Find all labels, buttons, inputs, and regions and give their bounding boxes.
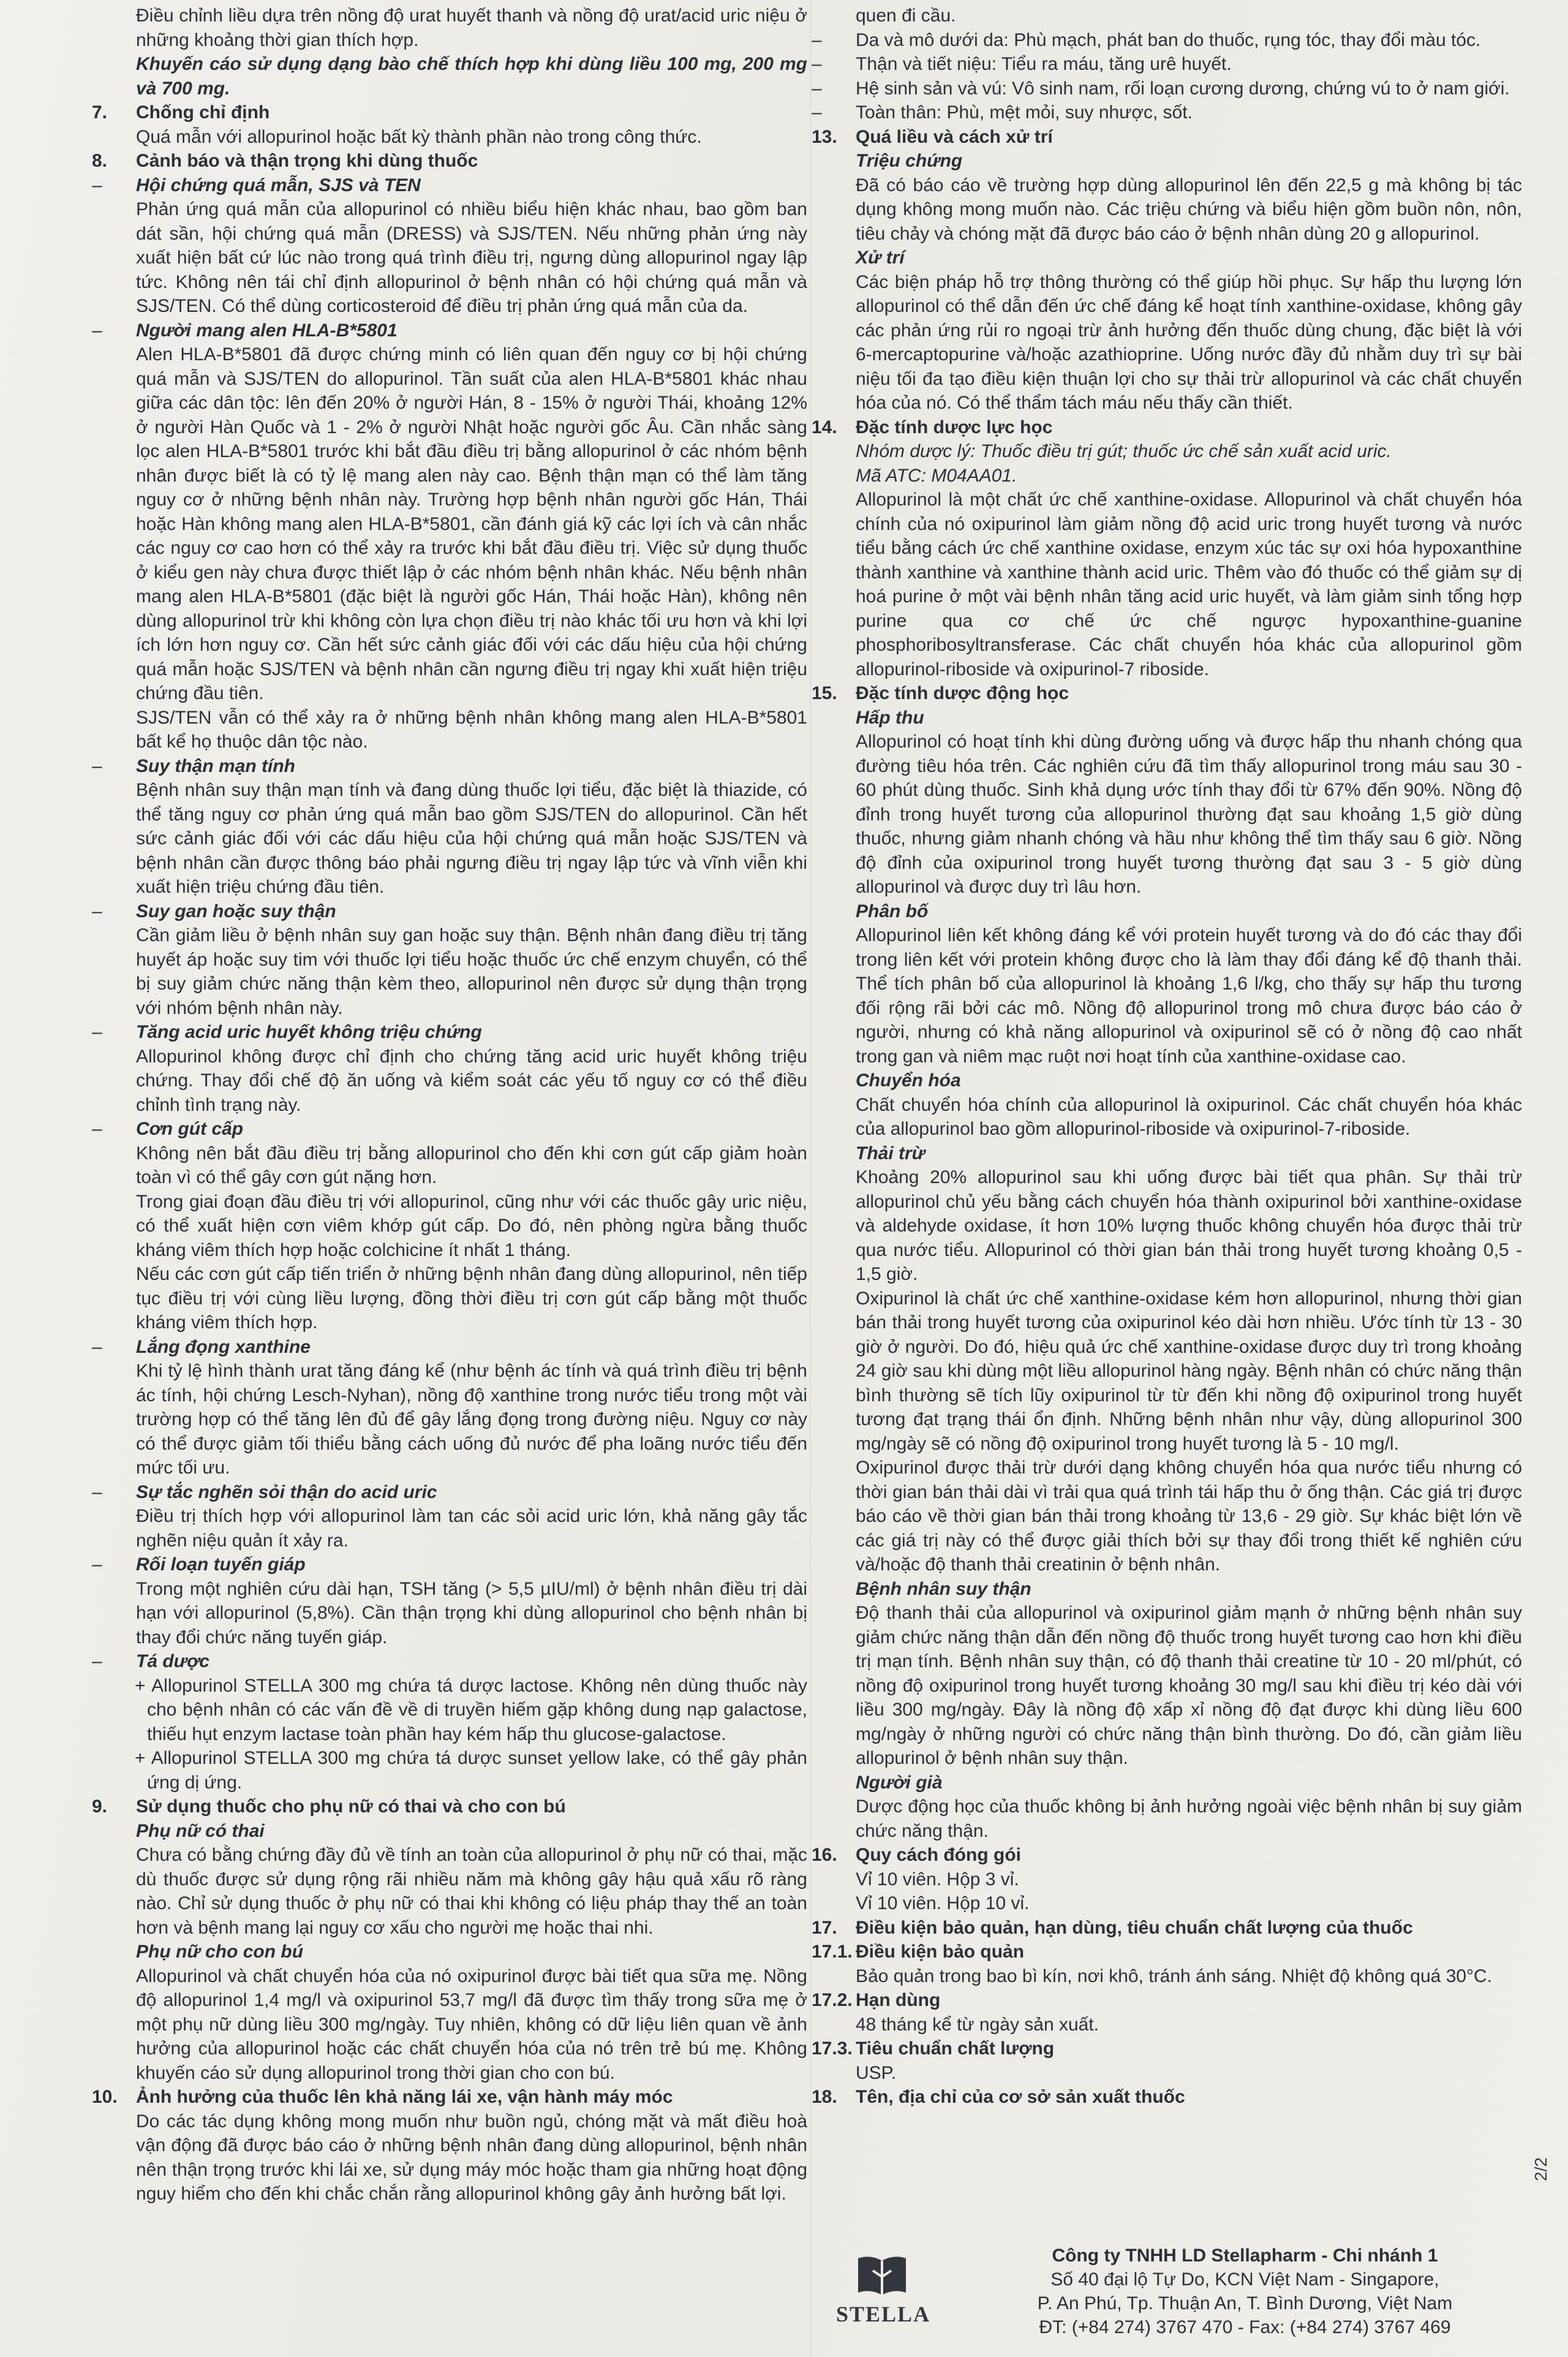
section-17-heading: 17. Điều kiện bảo quản, hạn dùng, tiêu chuẩn chất lượng của thuốc xyxy=(812,1917,1413,1938)
subheading-overdose-treatment: Xử trí xyxy=(856,248,905,268)
subheading-elimination: Thải trừ xyxy=(856,1143,925,1163)
chronic-kidney-text: Bệnh nhân suy thận mạn tính và đang dùng thuốc lợi tiểu, đặc biệt là thiazide, có thể tăng nguy cơ phản ứng quá mẫn bao gồm SJS/TEN do allopurinol. Cần hết sức cảnh giác đối với các dấu hiệu của hội chứng quá mẫn hoặc SJS/TEN và bệnh nhân cần được thông báo phải ngưng điều trị ngay lập tức và vĩnh viễn khi xuất hiện triệu chứng đầu tiên. xyxy=(136,780,807,897)
pack-size-1: Vỉ 10 viên. Hộp 3 vỉ. xyxy=(856,1869,1019,1890)
elderly-text: Dược động học của thuốc không bị ảnh hưởng ngoài việc bệnh nhân bị suy giảm chức năng thận. xyxy=(856,1796,1522,1841)
subheading-renal-impairment: Bệnh nhân suy thận xyxy=(856,1578,1031,1599)
page-number: 2/2 xyxy=(1531,2157,1550,2181)
section-17-3-heading: 17.3. Tiêu chuẩn chất lượng xyxy=(812,2038,1055,2059)
hla-text-2: SJS/TEN vẫn có thể xảy ra ở những bệnh nhân không mang alen HLA-B*5801 bất kể họ thuộc dân tộc nào. xyxy=(136,707,807,752)
adverse-gi-continued: quen đi cầu. xyxy=(856,6,956,26)
company-name: Công ty TNHH LD Stellapharm - Chi nhánh 1 xyxy=(1052,2245,1438,2266)
pharmacologic-group: Nhóm dược lý: Thuốc điều trị gút; thuốc ức chế sản xuất acid uric. xyxy=(856,441,1392,461)
section-16-heading: 16. Quy cách đóng gói xyxy=(812,1845,1022,1865)
manufacturer-block xyxy=(836,2244,1485,2342)
section-17-1-heading: 17.1. Điều kiện bảo quản xyxy=(812,1942,1025,1962)
page-fold xyxy=(810,0,811,2357)
right-column xyxy=(812,4,1522,2109)
address-line-2: P. An Phú, Tp. Thuận An, T. Bình Dương, Việt Nam xyxy=(1037,2293,1453,2313)
section-10-heading: 10. Ảnh hưởng của thuốc lên khả năng lái xe, vận hành máy móc xyxy=(92,2087,673,2107)
subheading-thyroid: – Rối loạn tuyến giáp xyxy=(92,1554,306,1575)
excipient-sunset-yellow-text: + Allopurinol STELLA 300 mg chứa tá dược sunset yellow lake, có thể gây phản ứng dị ứng. xyxy=(135,1748,807,1793)
distribution-text: Allopurinol liên kết không đáng kể với protein huyết tương và do đó các thay đổi trong liên kết với protein không được cho là làm thay đổi đáng kể độ thanh thải. Thể tích phân bố của allopurinol là khoảng 1,6 l/kg, cho thấy sự hấp thu tương đối rộng rãi bởi các mô. Nồng độ allopurinol trong mô chưa được báo cáo ở người, nhưng có khả năng allopurinol và oxipurinol sẽ có ở nồng độ cao nhất trong gan và niêm mạc ruột nơi hoạt tính của xanthine-oxidase cao. xyxy=(856,925,1522,1067)
section-17-2-heading: 17.2. Hạn dùng xyxy=(812,1990,941,2010)
subheading-lactation: Phụ nữ cho con bú xyxy=(136,1942,304,1962)
quality-standard-text: USP. xyxy=(856,2062,897,2083)
storage-text: Bảo quản trong bao bì kín, nơi khô, tránh ánh sáng. Nhiệt độ không quá 30°C. xyxy=(856,1965,1493,1986)
section-15-heading: 15. Đặc tính dược động học xyxy=(812,683,1069,703)
pregnancy-text: Chưa có bằng chứng đầy đủ về tính an toàn của allopurinol ở phụ nữ có thai, mặc dù thuốc được sử dụng rộng rãi nhiều năm mà không gây hậu quả xấu rõ ràng nào. Chỉ sử dụng thuốc ở phụ nữ có thai khi không có liệu pháp thay thế an toàn hơn và bệnh mang lại nguy cơ xấu cho người mẹ hoặc thai nhi. xyxy=(136,1845,807,1938)
elimination-text-2: Oxipurinol là chất ức chế xanthine-oxidase kém hơn allopurinol, nhưng thời gian bán thải trong huyết tương của oxipurinol kéo dài hơn nhiều. Ước tính từ 13 - 30 giờ ở người. Do đó, hiệu quả ức chế xanthine-oxidase được duy trì trong khoảng 24 giờ sau khi dùng một liều allopurinol hàng ngày. Bệnh nhân có chức năng thận bình thường sẽ tích lũy oxipurinol từ từ đến khi nồng độ oxipurinol trong huyết tương đạt trạng thái ổn định. Những bệnh nhân như vậy, dùng allopurinol 300 mg/ngày sẽ có nồng độ oxipurinol trong huyết tương là 5 - 10 mg/l. xyxy=(856,1288,1522,1454)
section-18-heading: 18. Tên, địa chỉ của cơ sở sản xuất thuốc xyxy=(812,2087,1185,2107)
section-9-heading: 9. Sử dụng thuốc cho phụ nữ có thai và cho con bú xyxy=(92,1796,566,1817)
subheading-asymptomatic: – Tăng acid uric huyết không triệu chứng xyxy=(92,1022,482,1042)
asymptomatic-text: Allopurinol không được chỉ định cho chứng tăng acid uric huyết không triệu chứng. Thay đổi chế độ ăn uống và kiểm soát các yếu tố nguy cơ có thể điều chỉnh tình trạng này. xyxy=(136,1046,807,1115)
dosage-form-recommendation: Khuyến cáo sử dụng dạng bào chế thích hợp khi dùng liều 100 mg, 200 mg và 700 mg. xyxy=(136,54,807,99)
section-7-text: Quá mẫn với allopurinol hoặc bất kỳ thành phần nào trong công thức. xyxy=(136,126,702,147)
subheading-hypersensitivity: – Hội chứng quá mẫn, SJS và TEN xyxy=(92,175,421,195)
metabolism-text: Chất chuyển hóa chính của allopurinol là oxipurinol. Các chất chuyển hóa khác của allopurinol bao gồm allopurinol-riboside và oxipurinol-7-riboside. xyxy=(856,1094,1522,1139)
pharmacodynamics-text: Allopurinol là một chất ức chế xanthine-oxidase. Allopurinol và chất chuyển hóa chính của nó oxipurinol làm giảm nồng độ acid uric trong huyết tương và nước tiểu bằng cách ức chế xanthine oxidase, enzym xúc tác sự oxi hóa hypoxanthine thành xanthine và xanthine thành acid uric. Thêm vào đó thuốc có thể giảm sự dị hoá purine ở một vài bệnh nhân tăng acid uric huyết, và làm giảm sinh tổng hợp purine qua cơ chế ức chế ngược hypoxanthine-guanine phosphoribosyltransferase. Các chất chuyển hóa khác của allopurinol gồm allopurinol-riboside và oxipurinol-7 riboside. xyxy=(856,490,1522,679)
subheading-acute-gout: – Cơn gút cấp xyxy=(92,1119,244,1139)
hypersensitivity-text: Phản ứng quá mẫn của allopurinol có nhiều biểu hiện khác nhau, bao gồm ban dát sần, hội chứng quá mẫn (DRESS) và SJS/TEN. Nếu những phản ứng này xuất hiện bất cứ lúc nào trong quá trình điều trị, ngưng dùng allopurinol ngay lập tức. Không nên tái chỉ định allopurinol ở bệnh nhân có hội chứng quá mẫn và SJS/TEN. Có thể dùng corticosteroid để điều trị phản ứng quá mẫn của da. xyxy=(136,199,807,316)
acute-gout-text-1: Không nên bắt đầu điều trị bằng allopurinol cho đến khi cơn gút cấp giảm hoàn toàn vì có thể gây cơn gút nặng hơn. xyxy=(136,1143,807,1187)
subheading-xanthine: – Lắng đọng xanthine xyxy=(92,1336,311,1357)
pack-size-2: Vỉ 10 viên. Hộp 10 vỉ. xyxy=(856,1893,1030,1913)
phone-fax: ĐT: (+84 274) 3767 470 - Fax: (+84 274) 3767 469 xyxy=(1039,2317,1451,2337)
subheading-pregnancy: Phụ nữ có thai xyxy=(136,1820,265,1841)
left-column xyxy=(92,4,807,2206)
subheading-elderly: Người già xyxy=(856,1772,943,1793)
address-line-1: Số 40 đại lộ Tự Do, KCN Việt Nam - Singapore, xyxy=(1050,2269,1439,2290)
stones-text: Điều trị thích hợp với allopurinol làm tan các sỏi acid uric lớn, khả năng gây tắc nghẽn niệu quản ít xảy ra. xyxy=(136,1506,807,1551)
stella-logo xyxy=(836,2252,931,2338)
section-7-heading: 7. Chống chỉ định xyxy=(92,102,270,123)
atc-code: Mã ATC: M04AA01. xyxy=(856,465,1017,486)
renal-impairment-text: Độ thanh thải của allopurinol và oxipurinol giảm mạnh ở những bệnh nhân suy giảm chức năng thận dẫn đến nồng độ thuốc trong huyết tương cao hơn khi điều trị mạn tính. Bệnh nhân suy thận, có độ thanh thải creatine từ 10 - 20 ml/phút, có nồng độ oxipurinol trong huyết tương khoảng 30 mg/l sau khi điều trị kéo dài với liều 300 mg/ngày. Đây là nồng độ xấp xỉ nồng độ đạt được khi dùng liều 600 mg/ngày ở những người có chức năng thận bình thường. Do đó, cần giảm liều allopurinol ở bệnh nhân suy thận. xyxy=(856,1603,1522,1768)
elimination-text-3: Oxipurinol được thải trừ dưới dạng không chuyển hóa qua nước tiểu nhưng có thời gian bán thải dài vì trải qua quá trình tái hấp thu ở ống thận. Các giá trị được báo cáo về thời gian bán thải trong khoảng từ 13,6 - 29 giờ. Sự khác biệt lớn về các giá trị này có thể được giải thích bởi sự thay đổi trong thiết kế nghiên cứu và/hoặc độ thanh thải creatinin ở bệnh nhân. xyxy=(856,1458,1522,1575)
logo-wordmark: STELLA xyxy=(836,2302,931,2326)
driving-text: Do các tác dụng không mong muốn như buồn ngủ, chóng mặt và mất điều hoà vận động đã được báo cáo ở những bệnh nhân đang dùng allopurinol, bệnh nhân nên thận trọng trước khi lái xe, sử dụng máy móc hoặc tham gia những hoạt động nguy hiểm cho đến khi chắc chắn rằng allopurinol không gây ảnh hưởng bất lợi. xyxy=(136,2111,807,2204)
subheading-liver-kidney: – Suy gan hoặc suy thận xyxy=(92,901,336,921)
manufacturer-address xyxy=(1005,2244,1485,2339)
section-14-heading: 14. Đặc tính dược lực học xyxy=(812,417,1053,437)
subheading-absorption: Hấp thu xyxy=(856,707,924,728)
acute-gout-text-2: Trong giai đoạn đầu điều trị với allopurinol, cũng như với các thuốc gây uric niệu, có thể xuất hiện cơn viêm khớp gút cấp. Do đó, nên phòng ngừa bằng thuốc kháng viêm thích hợp hoặc colchicine ít nhất 1 tháng. xyxy=(136,1191,807,1260)
dose-adjustment-text: Điều chỉnh liều dựa trên nồng độ urat huyết thanh và nồng độ urat/acid uric niệu ở những khoảng thời gian thích hợp. xyxy=(136,6,807,50)
hla-text-1: Alen HLA-B*5801 đã được chứng minh có liên quan đến nguy cơ bị hội chứng quá mẫn và SJS/TEN do allopurinol. Tần suất của alen HLA-B*5801 khác nhau giữa các dân tộc: lên đến 20% ở người Hán, 8 - 15% ở người Thái, khoảng 12% ở người Hàn Quốc và 1 - 2% ở người Nhật hoặc người gốc Âu. Cần nhắc sàng lọc alen HLA-B*5801 trước khi bắt đầu điều trị bằng allopurinol ở các nhóm bệnh nhân được biết là có tỷ lệ mang alen này cao. Bệnh thận mạn có thể làm tăng nguy cơ ở những bệnh nhân này. Trường hợp bệnh nhân người gốc Hán, Thái hoặc Hàn không mang alen HLA-B*5801, cần đánh giá kỹ các lợi ích và cân nhắc các nguy cơ cao hơn có thể xảy ra trước khi bắt đầu điều trị. Việc sử dụng thuốc ở kiểu gen này chưa được thiết lập ở các nhóm bệnh nhân khác. Nếu bệnh nhân mang alen HLA-B*5801 (đặc biệt là người gốc Hán, Thái hoặc Hàn), không nên dùng allopurinol trừ khi không còn lựa chọn điều trị nào khác tối ưu hơn và khi lợi ích lớn hơn nguy cơ. Cần hết sức cảnh giác đối với các dấu hiệu của hội chứng quá mẫn hoặc SJS/TEN và bệnh nhân cần ngưng điều trị ngay khi xuất hiện triệu chứng đầu tiên. xyxy=(136,344,807,703)
overdose-treatment-text: Các biện pháp hỗ trợ thông thường có thể giúp hồi phục. Sự hấp thu lượng lớn allopurinol có thể dẫn đến ức chế đáng kể hoạt tính xanthine-oxidase, không gây các phản ứng rủi ro ngoại trừ ảnh hưởng đến thuốc dùng chung, đặc biệt là với 6-mercaptopurine và/hoặc azathioprine. Uống nước đầy đủ nhằm duy trì sự bài niệu tối đa tạo điều kiện thuận lợi cho sự thải trừ allopurinol và các chất chuyển hóa của nó. Có thể thẩm tách máu nếu thấy cần thiết. xyxy=(856,271,1522,413)
subheading-excipients: – Tá dược xyxy=(92,1651,209,1671)
adverse-reproductive-item: – Hệ sinh sản và vú: Vô sinh nam, rối loạn cương dương, chứng vú to ở nam giới. xyxy=(812,78,1510,99)
book-icon xyxy=(854,2252,910,2301)
shelf-life-text: 48 tháng kể từ ngày sản xuất. xyxy=(856,2014,1099,2035)
acute-gout-text-3: Nếu các cơn gút cấp tiến triển ở những bệnh nhân đang dùng allopurinol, nên tiếp tục điều trị với cùng liều lượng, đồng thời điều trị cơn gút cấp bằng một thuốc kháng viêm thích hợp. xyxy=(136,1264,807,1333)
subheading-metabolism: Chuyển hóa xyxy=(856,1070,961,1091)
adverse-general-item: – Toàn thân: Phù, mệt mỏi, suy nhược, sốt. xyxy=(812,102,1193,123)
adverse-urinary-item: – Thận và tiết niệu: Tiểu ra máu, tăng urê huyết. xyxy=(812,54,1232,74)
subheading-distribution: Phân bố xyxy=(856,901,929,921)
lactation-text: Allopurinol và chất chuyển hóa của nó oxipurinol được bài tiết qua sữa mẹ. Nồng độ allopurinol 1,4 mg/l và oxipurinol 53,7 mg/l đã được tìm thấy trong sữa mẹ ở một phụ nữ dùng liều 300 mg/ngày. Tuy nhiên, không có dữ liệu liên quan về ảnh hưởng của allopurinol hoặc các chất chuyển hóa của nó trên trẻ bú mẹ. Không khuyến cáo sử dụng allopurinol trong thời gian cho con bú. xyxy=(136,1965,807,2083)
excipient-lactose-text: + Allopurinol STELLA 300 mg chứa tá dược lactose. Không nên dùng thuốc này cho bệnh nhân có các vấn đề về di truyền hiếm gặp không dung nạp galactose, thiếu hụt enzym lactase toàn phần hay kém hấp thu glucose-galactose. xyxy=(135,1675,807,1744)
subheading-chronic-kidney: – Suy thận mạn tính xyxy=(92,755,296,776)
absorption-text: Allopurinol có hoạt tính khi dùng đường uống và được hấp thu nhanh chóng qua đường tiêu hóa trên. Các nghiên cứu đã tìm thấy allopurinol trong máu sau 30 - 60 phút dùng thuốc. Sinh khả dụng ước tính thay đổi từ 67% đến 90%. Nồng độ đỉnh trong huyết tương của allopurinol thường đạt sau khoảng 1,5 giờ dùng thuốc, nhưng giảm nhanh chóng và hầu như không thể tìm thấy sau 6 giờ. Nồng độ đỉnh của oxipurinol trong huyết tương thường đạt sau 3 - 5 giờ dùng allopurinol và được duy trì lâu hơn. xyxy=(856,732,1522,897)
overdose-symptoms-text: Đã có báo cáo về trường hợp dùng allopurinol lên đến 22,5 g mà không bị tác dụng không mong muốn nào. Các triệu chứng và biểu hiện gồm buồn nôn, nôn, tiêu chảy và chóng mặt đã được báo cáo ở bệnh nhân dùng 20 g allopurinol. xyxy=(856,175,1522,244)
liver-kidney-text: Cần giảm liều ở bệnh nhân suy gan hoặc suy thận. Bệnh nhân đang điều trị tăng huyết áp hoặc suy tim với thuốc lợi tiểu hoặc thuốc ức chế enzym chuyển, có thể bị suy giảm chức năng thận kèm theo, allopurinol nên được sử dụng thận trọng với nhóm bệnh nhân này. xyxy=(136,925,807,1018)
section-8-heading: 8. Cảnh báo và thận trọng khi dùng thuốc xyxy=(92,151,478,171)
elimination-text-1: Khoảng 20% allopurinol sau khi uống được bài tiết qua phân. Sự thải trừ allopurinol chủ yếu bằng cách chuyển hóa thành oxipurinol bởi xanthine-oxidase và aldehyde oxidase, ít hơn 10% lượng thuốc không chuyển hóa được thải trừ qua nước tiểu. Allopurinol có thời gian bán thải trong huyết tương khoảng 0,5 - 1,5 giờ. xyxy=(856,1167,1522,1284)
section-13-heading: 13. Quá liều và cách xử trí xyxy=(812,126,1053,147)
adverse-skin-item: – Da và mô dưới da: Phù mạch, phát ban do thuốc, rụng tóc, thay đổi màu tóc. xyxy=(812,29,1481,50)
xanthine-text: Khi tỷ lệ hình thành urat tăng đáng kể (như bệnh ác tính và quá trình điều trị bệnh ác tính, hội chứng Lesch-Nyhan), nồng độ xanthine trong nước tiểu trong một vài trường hợp có thể tăng lên đủ để gây lắng đọng trong đường niệu. Nguy cơ này có thể được giảm tối thiểu bằng cách uống đủ nước để pha loãng nước tiểu đến mức tối ưu. xyxy=(136,1361,807,1478)
subheading-hla: – Người mang alen HLA-B*5801 xyxy=(92,320,398,341)
subheading-overdose-symptoms: Triệu chứng xyxy=(856,151,963,171)
thyroid-text: Trong một nghiên cứu dài hạn, TSH tăng (> 5,5 µIU/ml) ở bệnh nhân điều trị dài hạn với allopurinol (5,8%). Cần thận trọng khi dùng allopurinol cho bệnh nhân bị thay đổi chức năng tuyến giáp. xyxy=(136,1578,807,1648)
subheading-stones: – Sự tắc nghẽn sỏi thận do acid uric xyxy=(92,1481,437,1502)
